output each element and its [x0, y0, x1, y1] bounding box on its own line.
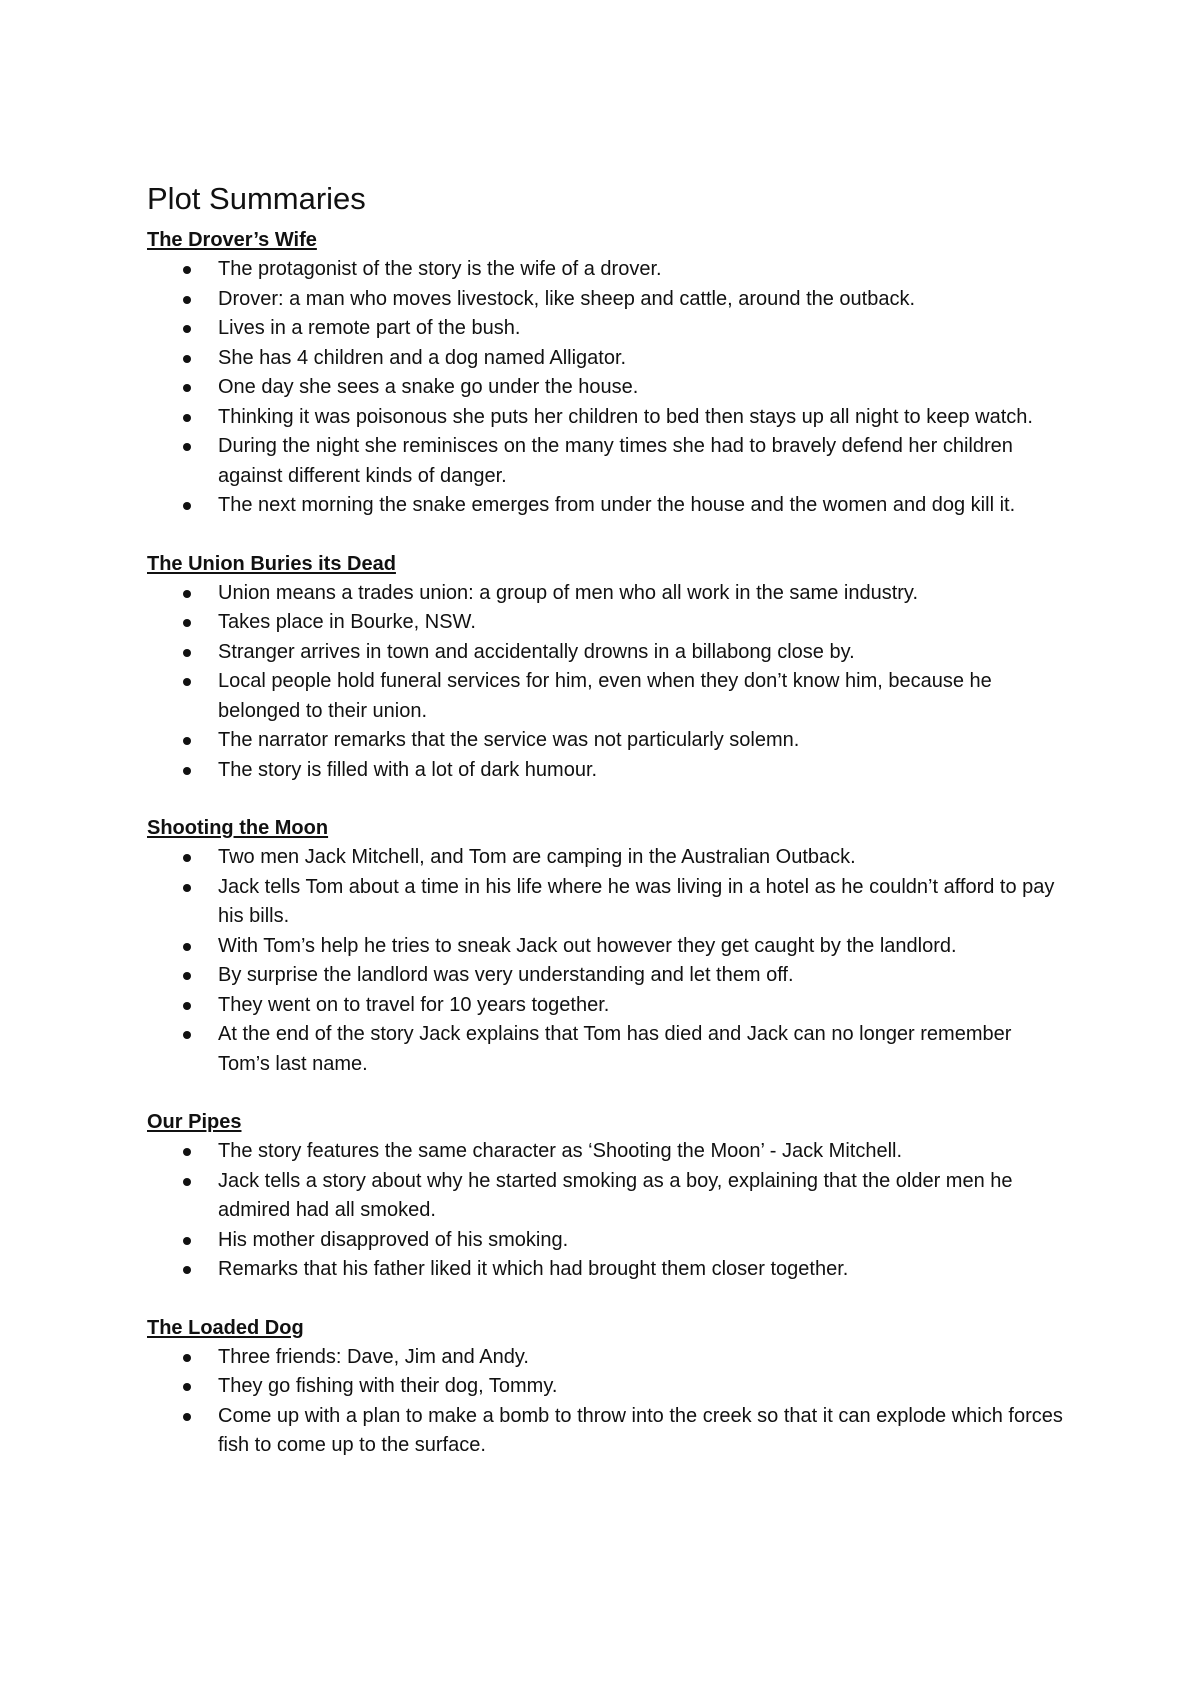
bullet-dot-icon: [183, 1383, 191, 1391]
bullet-dot-icon: [183, 972, 191, 980]
list-item: [147, 1137, 1067, 1167]
list-item-text: The narrator remarks that the service was not particularly solemn.: [218, 729, 800, 751]
section: [147, 814, 1067, 1079]
bullet-dot-icon: [183, 1237, 191, 1245]
list-item: [147, 1167, 1067, 1226]
bullet-dot-icon: [183, 296, 191, 304]
bullet-dot-icon: [183, 1148, 191, 1156]
list-item-text: The story is filled with a lot of dark humour.: [218, 758, 598, 781]
list-item-text: The story features the same character as ‘Shooting the Moon’ - Jack Mitchell.: [218, 1140, 903, 1162]
list-item: [147, 255, 1067, 285]
list-item-text: Three friends: Dave, Jim and Andy.: [218, 1345, 529, 1368]
bullet-dot-icon: [183, 1178, 191, 1186]
section: [147, 226, 1067, 521]
list-item: [147, 314, 1067, 344]
list-item-text: Lives in a remote part of the bush.: [218, 317, 521, 339]
list-item-text: Remarks that his father liked it which had brought them closer together.: [218, 1258, 849, 1280]
list-item: [147, 491, 1067, 521]
bullet-list: [147, 255, 1067, 521]
list-item-text: During the night she reminisces on the many times she had to bravely defend her children against different kinds of danger.: [218, 435, 1013, 487]
list-item: [147, 1343, 1067, 1373]
section-heading: Our Pipes: [147, 1111, 242, 1133]
list-item: [147, 579, 1067, 609]
list-item-text: Drover: a man who moves livestock, like sheep and cattle, around the outback.: [218, 287, 916, 310]
list-item-text: Jack tells a story about why he started smoking as a boy, explaining that the older men he admired had all smoked.: [218, 1169, 1013, 1221]
bullet-dot-icon: [183, 1002, 191, 1010]
section: [147, 550, 1067, 786]
bullet-dot-icon: [183, 737, 191, 745]
bullet-dot-icon: [183, 767, 191, 775]
list-item: [147, 608, 1067, 638]
bullet-dot-icon: [183, 1031, 191, 1039]
list-item: [147, 285, 1067, 315]
list-item-text: They went on to travel for 10 years together.: [218, 993, 610, 1016]
list-item: [147, 961, 1067, 991]
list-item: [147, 1402, 1067, 1461]
list-item: [147, 344, 1067, 374]
list-item-text: She has 4 children and a dog named Alligator.: [218, 346, 627, 369]
bullet-dot-icon: [183, 266, 191, 274]
list-item: [147, 432, 1067, 491]
list-item: [147, 843, 1067, 873]
section-heading: The Loaded Dog: [147, 1316, 304, 1339]
list-item: [147, 638, 1067, 668]
list-item-text: Takes place in Bourke, NSW.: [218, 611, 476, 633]
list-item: [147, 1226, 1067, 1256]
list-item: [147, 1255, 1067, 1285]
list-item-text: Jack tells Tom about a time in his life where he was living in a hotel as he couldn’t afford to pay his bills.: [218, 875, 1055, 927]
list-item-text: With Tom’s help he tries to sneak Jack out however they get caught by the landlord.: [218, 934, 957, 957]
bullet-list: [147, 843, 1067, 1079]
list-item-text: The next morning the snake emerges from under the house and the women and dog kill it.: [218, 494, 1016, 516]
section-heading: Shooting the Moon: [147, 817, 329, 839]
bullet-dot-icon: [183, 414, 191, 422]
bullet-dot-icon: [183, 884, 191, 892]
bullet-dot-icon: [183, 355, 191, 363]
bullet-dot-icon: [183, 384, 191, 392]
list-item-text: The protagonist of the story is the wife of a drover.: [218, 258, 662, 280]
bullet-dot-icon: [183, 1354, 191, 1362]
bullet-list: [147, 1343, 1067, 1461]
list-item: [147, 932, 1067, 962]
list-item: [147, 667, 1067, 726]
bullet-dot-icon: [183, 649, 191, 657]
bullet-dot-icon: [183, 590, 191, 598]
document-page: [147, 176, 1067, 1490]
list-item-text: They go fishing with their dog, Tommy.: [218, 1375, 558, 1397]
bullet-dot-icon: [183, 854, 191, 862]
bullet-dot-icon: [183, 443, 191, 451]
list-item: [147, 1372, 1067, 1402]
list-item-text: Thinking it was poisonous she puts her children to bed then stays up all night to keep watch.: [218, 405, 1033, 428]
list-item: [147, 403, 1067, 433]
list-item: [147, 991, 1067, 1021]
bullet-list: [147, 579, 1067, 786]
section-heading: The Union Buries its Dead: [147, 552, 396, 575]
bullet-dot-icon: [183, 1266, 191, 1274]
list-item-text: Union means a trades union: a group of men who all work in the same industry.: [218, 581, 918, 604]
section-heading: The Drover’s Wife: [147, 229, 317, 251]
list-item-text: By surprise the landlord was very understanding and let them off.: [218, 964, 794, 986]
list-item: [147, 873, 1067, 932]
bullet-dot-icon: [183, 502, 191, 510]
list-item: [147, 726, 1067, 756]
list-item-text: Come up with a plan to make a bomb to throw into the creek so that it can explode which forces fish to come up to the surface.: [218, 1404, 1063, 1456]
bullet-dot-icon: [183, 619, 191, 627]
list-item-text: His mother disapproved of his smoking.: [218, 1228, 569, 1251]
sections-container: [147, 226, 1067, 1461]
list-item: [147, 756, 1067, 786]
section: [147, 1314, 1067, 1461]
list-item-text: One day she sees a snake go under the house.: [218, 376, 639, 398]
section: [147, 1108, 1067, 1285]
bullet-dot-icon: [183, 678, 191, 686]
bullet-dot-icon: [183, 943, 191, 951]
list-item-text: At the end of the story Jack explains that Tom has died and Jack can no longer remember Tom’s last name.: [218, 1023, 1012, 1075]
bullet-list: [147, 1137, 1067, 1285]
list-item-text: Local people hold funeral services for him, even when they don’t know him, because he belonged to their union.: [218, 670, 992, 722]
bullet-dot-icon: [183, 325, 191, 333]
list-item: [147, 373, 1067, 403]
list-item: [147, 1020, 1067, 1079]
list-item-text: Two men Jack Mitchell, and Tom are camping in the Australian Outback.: [218, 846, 856, 868]
bullet-dot-icon: [183, 1413, 191, 1421]
page-title: Plot Summaries: [147, 181, 366, 216]
list-item-text: Stranger arrives in town and accidentally drowns in a billabong close by.: [218, 640, 855, 663]
